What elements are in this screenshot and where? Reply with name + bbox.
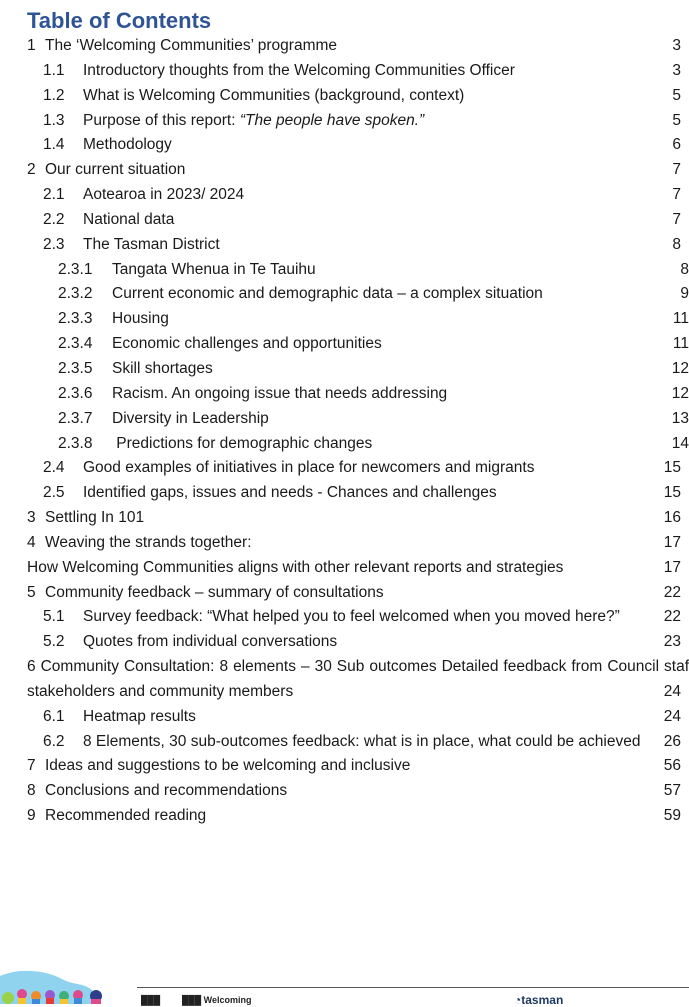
toc-entry[interactable] (0, 133, 689, 158)
footer-mark: ███ (141, 995, 161, 1005)
toc-entry[interactable] (0, 456, 689, 481)
toc-entry-page: 16 (663, 509, 681, 527)
toc-entry-number: 2.3.7 (58, 409, 93, 427)
toc-entry[interactable] (0, 332, 689, 357)
toc-entry-text: Current economic and demographic data – a complex situation (112, 285, 543, 303)
toc-entry-text-quote: “The people have spoken.” (239, 111, 425, 129)
tasman-logo-text: tasman (521, 993, 564, 1007)
toc-entry-page: 26 (663, 732, 681, 750)
toc-entry-page: 24 (663, 707, 681, 725)
toc-entry-number: 5.1 (43, 608, 65, 626)
toc-entry-page: 17 (663, 533, 681, 551)
toc-entry-page: 7 (672, 161, 681, 179)
toc-entry-number: 3 (27, 509, 36, 527)
toc-entry-text: Skill shortages (112, 359, 213, 377)
toc-entry-text: Survey feedback: “What helped you to feel welcomed when you moved here?” (83, 608, 620, 626)
toc-entry-page: 59 (663, 807, 681, 825)
toc-entry-text: Quotes from individual conversations (83, 633, 338, 651)
toc-entry-text (83, 109, 424, 134)
toc-entry[interactable] (0, 730, 689, 755)
toc-entry-page: 23 (663, 633, 681, 651)
toc-entry-text: Housing (112, 310, 169, 328)
tasman-logo-icon: ◔ (514, 993, 522, 1007)
toc-entry-text: 6 Community Consultation: 8 elements – 30 Sub outcomes Detailed feedback from Council staf (27, 658, 689, 676)
toc-entry-page: 3 (672, 61, 681, 79)
toc-entry-text: Weaving the strands together: (45, 533, 252, 551)
toc-entry-number: 5.2 (43, 633, 65, 651)
toc-entry-text: Racism. An ongoing issue that needs addressing (112, 384, 448, 402)
toc-entry-text: Recommended reading (45, 807, 207, 825)
toc-entry-number: 2.3.4 (58, 335, 93, 353)
toc-entry[interactable] (0, 183, 689, 208)
toc-entry[interactable] (0, 382, 689, 407)
toc-entry-number: 2.3 (43, 235, 65, 253)
toc-entry[interactable] (0, 233, 689, 258)
toc-entry-number: 9 (27, 807, 36, 825)
toc-entry-text: Tangata Whenua in Te Tauihu (112, 260, 316, 278)
welcoming-communities-illustration (0, 962, 120, 1004)
toc-entry[interactable] (0, 531, 689, 556)
toc-entry-number: 7 (27, 757, 36, 775)
toc-entry-text: Heatmap results (83, 707, 196, 725)
toc-entry[interactable] (0, 605, 689, 630)
toc-entry-page: 13 (671, 409, 689, 427)
toc-entry-text: How Welcoming Communities aligns with other relevant reports and strategies (27, 558, 564, 576)
toc-entry-page: 15 (663, 484, 681, 502)
toc-entry-page: 57 (663, 782, 681, 800)
toc-entry-number: 6.2 (43, 732, 65, 750)
toc-entry-number: 2.4 (43, 459, 65, 477)
toc-entry-page: 11 (672, 335, 689, 353)
toc-entry-number: 2.5 (43, 484, 65, 502)
tasman-logo (514, 993, 563, 1007)
toc-entry-text: Settling In 101 (45, 509, 145, 527)
toc-entry-page: 12 (671, 359, 689, 377)
toc-entry-page: 8 (672, 235, 681, 253)
toc-entry[interactable] (0, 432, 689, 457)
toc-entry-page: 7 (672, 186, 681, 204)
toc-entry[interactable] (0, 158, 689, 183)
toc-entry[interactable] (0, 109, 689, 134)
toc-entry-text: Introductory thoughts from the Welcoming Communities Officer (83, 61, 515, 79)
toc-entry[interactable] (0, 556, 689, 581)
toc-entry-text-plain: Purpose of this report: (83, 111, 240, 129)
toc-entry[interactable] (0, 630, 689, 655)
toc-entry-page: 17 (663, 558, 681, 576)
toc-entry[interactable] (0, 357, 689, 382)
toc-entry[interactable] (0, 407, 689, 432)
toc-entry-text: Aotearoa in 2023/ 2024 (83, 186, 245, 204)
toc-entry-number: 1.3 (43, 111, 65, 129)
toc-title: Table of Contents (27, 8, 212, 33)
toc-entry-page: 3 (672, 37, 681, 54)
toc-entry-number: 2.3.5 (58, 359, 93, 377)
toc-entry-number: 6.1 (43, 707, 65, 725)
toc-entry-page: 22 (663, 608, 681, 626)
toc-entry-text: Diversity in Leadership (112, 409, 269, 427)
toc-entry-text-continued: stakeholders and community members (27, 682, 294, 700)
toc-entry-number: 2.1 (43, 186, 65, 204)
footer-brand: ███ Welcoming (182, 995, 252, 1005)
toc-entry-number: 2.2 (43, 210, 65, 228)
toc-entry[interactable] (0, 804, 689, 829)
toc-entry-page: 15 (663, 459, 681, 477)
toc-entry[interactable] (0, 34, 689, 59)
toc-entry-number: 2.3.2 (58, 285, 93, 303)
toc-entry[interactable] (0, 581, 689, 606)
toc-entry-page: 11 (672, 310, 689, 328)
toc-entry-text: Predictions for demographic changes (112, 434, 373, 452)
toc-entry[interactable] (0, 779, 689, 804)
toc-entry-text: Good examples of initiatives in place for newcomers and migrants (83, 459, 535, 477)
toc-entry-number: 2.3.3 (58, 310, 93, 328)
toc-entry-page: 9 (680, 285, 689, 303)
toc-entry-text: Community feedback – summary of consultations (45, 583, 384, 601)
footer-divider (137, 987, 689, 988)
toc-entry-number: 8 (27, 782, 36, 800)
toc-entry-number: 1 (27, 37, 36, 54)
toc-entry[interactable] (0, 655, 689, 705)
toc-entry[interactable] (0, 208, 689, 233)
toc-entry-page: 22 (663, 583, 681, 601)
toc-entry-text: 8 Elements, 30 sub-outcomes feedback: what is in place, what could be achieved (83, 732, 641, 750)
toc-entry-number: 2.3.8 (58, 434, 93, 452)
toc-entry[interactable] (0, 84, 689, 109)
toc-entry-page: 24 (663, 682, 681, 700)
toc-entry-number: 4 (27, 533, 36, 551)
toc-entry-number: 5 (27, 583, 36, 601)
toc-entry-page: 5 (672, 111, 681, 129)
toc-entry-number: 2.3.1 (58, 260, 93, 278)
toc-entry-number: 1.2 (43, 86, 65, 104)
toc-entry-number: 1.1 (43, 61, 65, 79)
toc-entry-page: 6 (672, 136, 681, 154)
toc-entry-page: 8 (680, 260, 689, 278)
table-of-contents (0, 34, 689, 829)
toc-entry-page: 12 (671, 384, 689, 402)
toc-entry-text: Our current situation (45, 161, 186, 179)
toc-entry-page: 7 (672, 210, 681, 228)
toc-entry-text: National data (83, 210, 175, 228)
toc-entry-text: Economic challenges and opportunities (112, 335, 382, 353)
toc-entry-text: Conclusions and recommendations (45, 782, 288, 800)
toc-entry[interactable] (0, 481, 689, 506)
toc-entry-number: 2 (27, 161, 36, 179)
toc-entry[interactable] (0, 506, 689, 531)
toc-entry-page: 56 (663, 757, 681, 775)
toc-entry-number: 1.4 (43, 136, 65, 154)
toc-entry[interactable] (0, 59, 689, 84)
toc-entry-number: 2.3.6 (58, 384, 93, 402)
toc-entry-text: Ideas and suggestions to be welcoming and inclusive (45, 757, 411, 775)
toc-entry-text: What is Welcoming Communities (background, context) (83, 86, 465, 104)
toc-entry[interactable] (0, 705, 689, 730)
toc-entry[interactable] (0, 754, 689, 779)
toc-entry-text: Identified gaps, issues and needs - Chances and challenges (83, 484, 497, 502)
toc-entry-text: Methodology (83, 136, 172, 154)
toc-entry[interactable] (0, 307, 689, 332)
toc-entry-page: 5 (672, 86, 681, 104)
toc-entry[interactable] (0, 258, 689, 283)
toc-entry-text: The ‘Welcoming Communities’ programme (45, 37, 338, 54)
toc-entry[interactable] (0, 282, 689, 307)
toc-entry-text: The Tasman District (83, 235, 220, 253)
toc-entry-page: 14 (671, 434, 689, 452)
